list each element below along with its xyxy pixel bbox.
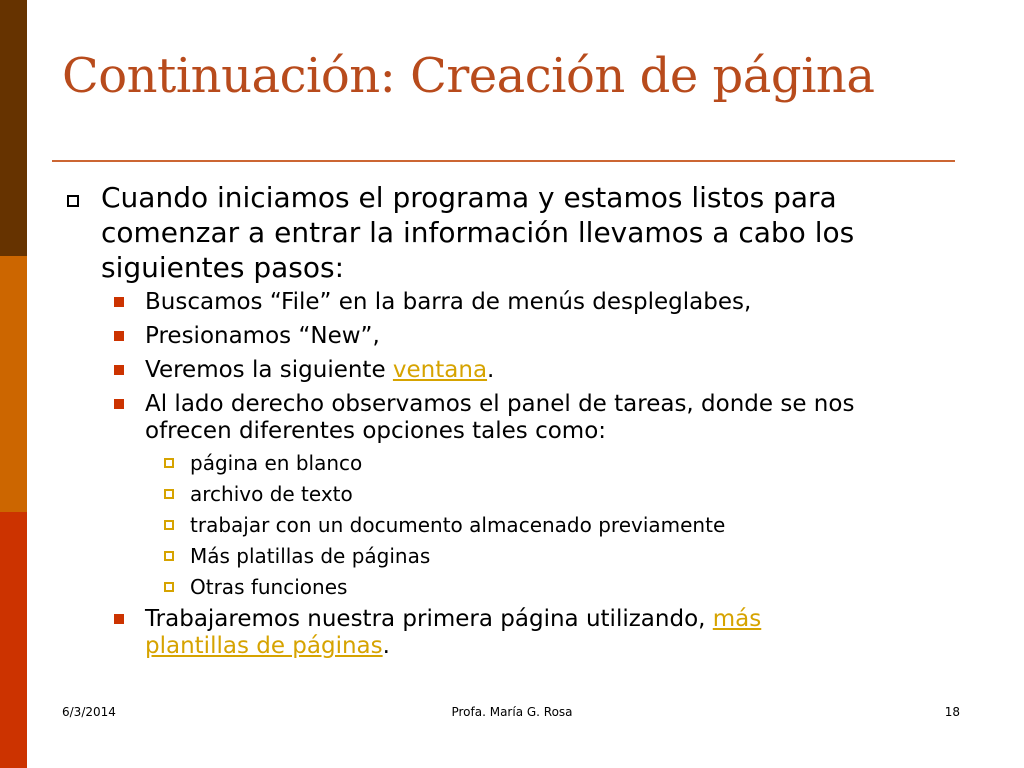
option-item: Otras funciones	[190, 575, 348, 599]
ventana-link[interactable]: ventana	[392, 357, 488, 383]
footer-author: Profa. María G. Rosa	[451, 705, 573, 719]
slide-title: Continuación: Creación de página	[62, 48, 875, 104]
side-bar-middle-segment	[0, 256, 27, 512]
filled-square-bullet-icon	[114, 399, 124, 409]
side-bar-bottom-segment	[0, 512, 27, 768]
footer-page-number: 18	[944, 705, 960, 719]
mas-link[interactable]: más	[712, 606, 762, 632]
filled-square-bullet-icon	[114, 331, 124, 341]
hollow-square-bullet-icon	[164, 458, 174, 468]
filled-square-bullet-icon	[114, 614, 124, 624]
filled-square-bullet-icon	[114, 365, 124, 375]
plantillas-link[interactable]: plantillas de páginas	[145, 633, 383, 659]
hollow-square-bullet-icon	[164, 551, 174, 561]
step-new: Presionamos “New”,	[145, 323, 380, 349]
step-window-prefix: Veremos la siguiente	[145, 357, 393, 383]
step-task-panel: Al lado derecho observamos el panel de tareas, donde se nos ofrecen diferentes opciones tales como:	[145, 391, 855, 444]
side-bar-top-segment	[0, 0, 27, 256]
step-first-page-suffix: .	[382, 633, 390, 659]
step-window-suffix: .	[487, 357, 495, 383]
square-bullet-icon	[67, 195, 79, 207]
step-window	[145, 357, 945, 384]
option-item: página en blanco	[190, 451, 363, 475]
hollow-square-bullet-icon	[164, 582, 174, 592]
option-item: Más platillas de páginas	[190, 544, 431, 568]
hollow-square-bullet-icon	[164, 489, 174, 499]
hollow-square-bullet-icon	[164, 520, 174, 530]
filled-square-bullet-icon	[114, 297, 124, 307]
main-bullet-text: Cuando iniciamos el programa y estamos listos para comenzar a entrar la información llevamos a cabo los siguientes pasos:	[101, 181, 855, 284]
title-underline	[52, 160, 955, 162]
step-file-menu: Buscamos “File” en la barra de menús despleglabes,	[145, 289, 752, 315]
option-item: archivo de texto	[190, 482, 353, 506]
option-item: trabajar con un documento almacenado previamente	[190, 513, 726, 537]
step-first-page-line1	[145, 606, 945, 633]
step-first-page-line2	[145, 633, 945, 660]
step-first-page-prefix: Trabajaremos nuestra primera página utilizando,	[145, 606, 713, 632]
footer-date: 6/3/2014	[62, 705, 116, 719]
